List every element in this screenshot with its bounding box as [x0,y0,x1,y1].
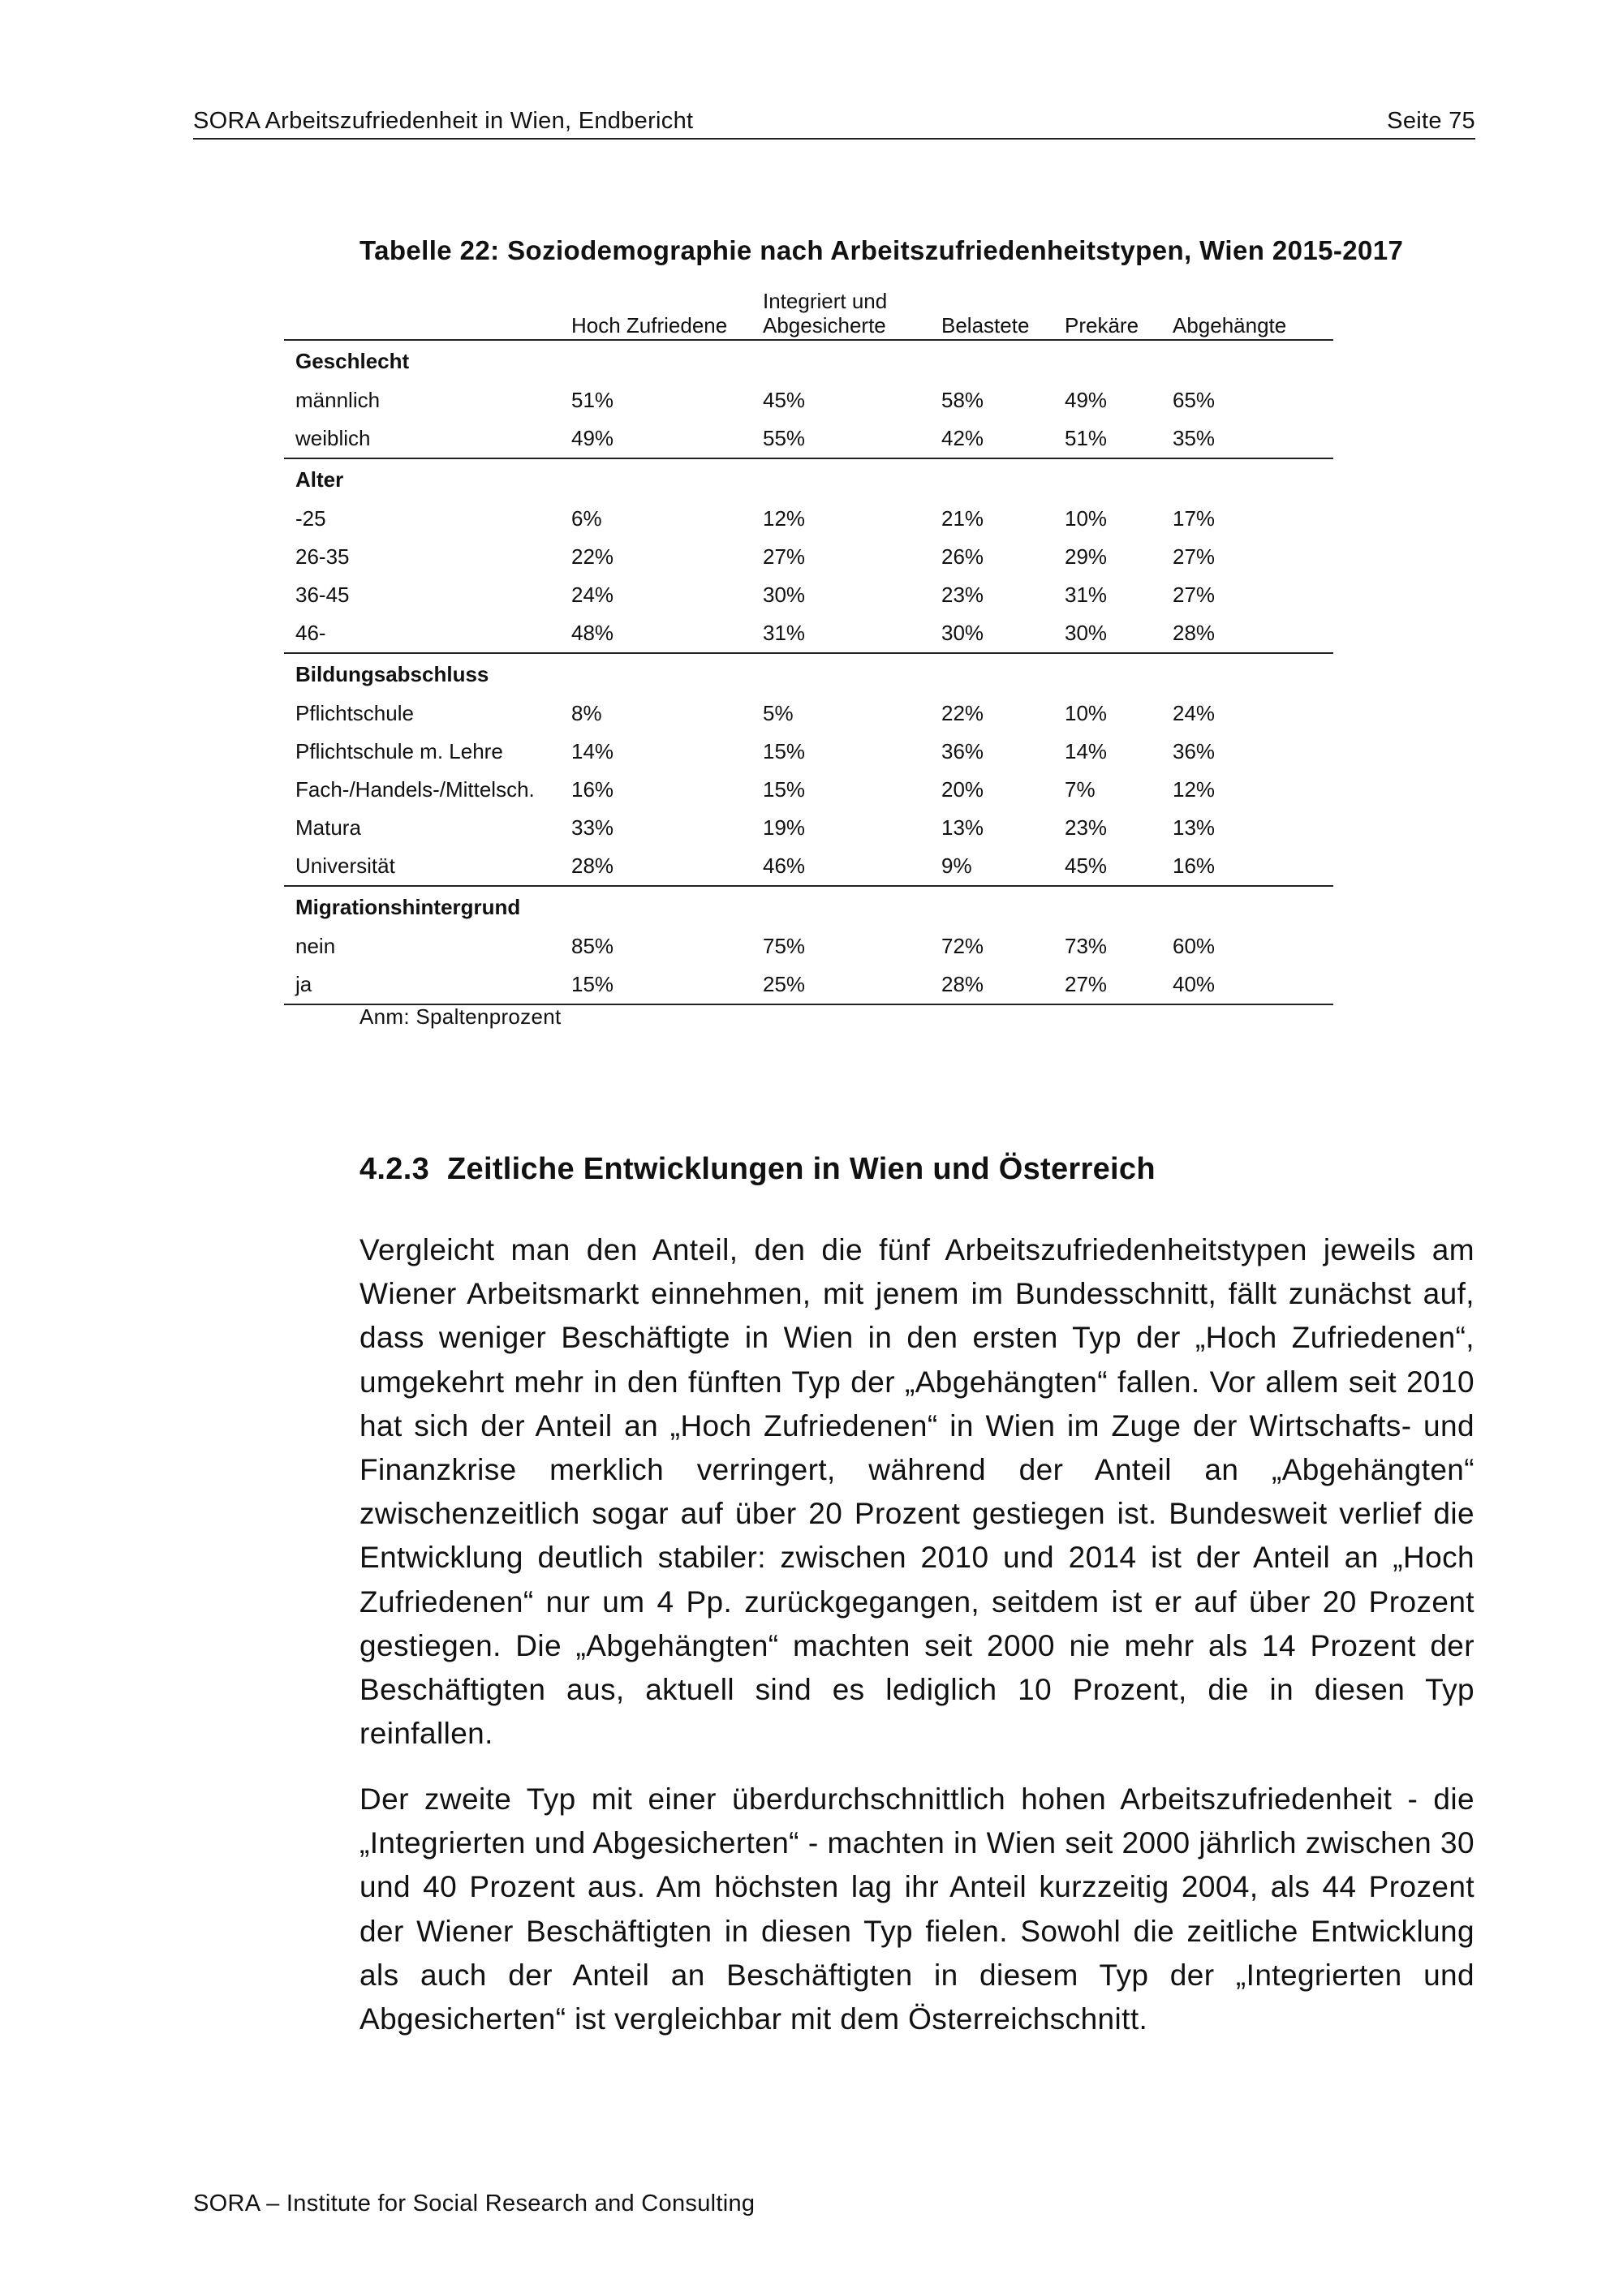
table-cell: 35% [1173,426,1216,450]
table-header-row [284,284,1333,340]
column-header-prekaere: Prekäre [1065,313,1139,338]
column-header-belastete: Belastete [941,313,1030,338]
row-label: Fach-/Handels-/Mittelsch. [295,777,535,802]
row-label: Pflichtschule [295,701,414,725]
empty-cell [1161,653,1333,694]
table-cell: 24% [571,583,614,607]
table-group-header [284,340,1333,381]
table-row [284,614,1333,653]
table-cell: 60% [1173,934,1216,958]
section-heading [359,1152,1156,1187]
table-cell: 36% [941,739,984,763]
table-cell: 7% [1065,777,1096,802]
table-cell: 73% [1065,934,1108,958]
row-label: Universität [295,853,395,878]
row-label: nein [295,934,336,958]
group-label: Migrationshintergrund [295,894,521,919]
empty-cell [560,340,751,381]
table-cell: 85% [571,934,614,958]
empty-cell [751,458,930,500]
table-cell: 14% [571,739,614,763]
table-cell: 26% [941,544,984,569]
row-label: ja [295,972,312,996]
table-group-header [284,458,1333,500]
table-cell: 13% [1173,815,1216,840]
empty-cell [930,340,1053,381]
table-cell: 16% [571,777,614,802]
table-cell: 51% [1065,426,1108,450]
column-header-hoch-zufriedene: Hoch Zufriedene [571,313,728,338]
table-cell: 29% [1065,544,1108,569]
table-cell: 19% [763,815,806,840]
table-row [284,771,1333,809]
table-row [284,538,1333,576]
row-label: weiblich [295,426,371,450]
group-label: Geschlecht [295,348,410,373]
row-label: 46- [295,621,326,645]
table-cell: 51% [571,388,614,412]
header-report-title: SORA Arbeitszufriedenheit in Wien, Endbericht [193,108,694,134]
empty-cell [751,340,930,381]
table-cell: 10% [1065,701,1108,725]
empty-cell [560,653,751,694]
table-cell: 15% [571,972,614,996]
table-cell: 27% [763,544,806,569]
table-row [284,694,1333,733]
section-title: Zeitliche Entwicklungen in Wien und Österreich [447,1152,1156,1186]
table-row [284,809,1333,847]
table-row [284,381,1333,419]
table-row [284,576,1333,614]
empty-cell [751,886,930,927]
table-cell: 40% [1173,972,1216,996]
body-paragraph: Vergleicht man den Anteil, den die fünf Arbeitszufriedenheitstypen jeweils am Wiener Arbeitsmarkt einnehmen, mit jenem im Bundesschnitt, fällt zunächst auf, dass weniger Beschäftigte in Wien in den ersten Typ der „Hoch Zufriedenen“, umgekehrt mehr in den fünften Typ der „Abgehängten“ fallen. Vor allem seit 2010 hat sich der Anteil an „Hoch Zufriedenen“ in Wien im Zuge der Wirtschafts- und Finanzkrise merklich verringert, während der Anteil an „Abgehängten“ zwischenzeitlich sogar auf über 20 Prozent gestiegen ist. Bundesweit verlief die Entwicklung deutlich stabiler: zwischen 2010 und 2014 ist der Anteil an „Hoch Zufriedenen“ nur um 4 Pp. zurückgegangen, seitdem ist er auf über 20 Prozent gestiegen. Die „Abgehängten“ machten seit 2000 nie mehr als 14 Prozent der Beschäftigten aus, aktuell sind es lediglich 10 Prozent, die in diesen Typ reinfallen. [359,1233,1474,1751]
header-page-number: Seite 75 [1387,108,1475,134]
table-cell: 31% [1065,583,1108,607]
table-cell: 49% [1065,388,1108,412]
table-cell: 45% [763,388,806,412]
table-cell: 46% [763,853,806,878]
table-cell: 31% [763,621,806,645]
table-cell: 15% [763,739,806,763]
table-cell: 15% [763,777,806,802]
sociodemographic-table [284,284,1333,1005]
table-cell: 9% [941,853,972,878]
table-cell: 28% [1173,621,1216,645]
table-cell: 30% [1065,621,1108,645]
column-header-integriert-abgesicherte [751,284,930,340]
empty-cell [1161,886,1333,927]
group-label: Bildungsabschluss [295,661,489,686]
column-header-line: Integriert und [763,289,888,313]
body-paragraph: Der zweite Typ mit einer überdurchschnittlich hohen Arbeitszufriedenheit - die „Integrierten und Abgesicherten“ - machten in Wien seit 2000 jährlich zwischen 30 und 40 Prozent aus. Am höchsten lag ihr Anteil kurzzeitig 2004, als 44 Prozent der Wiener Beschäftigten in diesen Typ fielen. Sowohl die zeitliche Entwicklung als auch der Anteil an Beschäftigten in diesem Typ der „Integrierten und Abgesicherten“ ist vergleichbar mit dem Österreichschnitt. [359,1782,1474,2036]
table-cell: 36% [1173,739,1216,763]
table-cell: 16% [1173,853,1216,878]
table-cell: 10% [1065,506,1108,531]
table-body [284,340,1333,1004]
table-cell: 27% [1173,544,1216,569]
table-cell: 58% [941,388,984,412]
row-label: 36-45 [295,583,350,607]
empty-cell [1053,653,1161,694]
table-cell: 21% [941,506,984,531]
table-cell: 28% [941,972,984,996]
table-cell: 48% [571,621,614,645]
table-cell: 33% [571,815,614,840]
table-cell: 30% [763,583,806,607]
table-row [284,927,1333,965]
table-cell: 65% [1173,388,1216,412]
empty-cell [1053,340,1161,381]
column-header-line: Abgesicherte [763,313,886,338]
table-title: Tabelle 22: Soziodemographie nach Arbeitszufriedenheitstypen, Wien 2015-2017 [359,235,1404,265]
table-cell: 14% [1065,739,1108,763]
table-cell: 23% [1065,815,1108,840]
empty-cell [930,653,1053,694]
empty-cell [560,886,751,927]
column-header-empty [284,284,560,340]
table-cell: 6% [571,506,602,531]
table-cell: 27% [1065,972,1108,996]
table-cell: 5% [763,701,794,725]
table-row [284,419,1333,458]
table-cell: 24% [1173,701,1216,725]
table-cell: 23% [941,583,984,607]
section-number: 4.2.3 [359,1152,430,1186]
empty-cell [1053,458,1161,500]
table-row [284,965,1333,1004]
table-cell: 27% [1173,583,1216,607]
group-label: Alter [295,467,344,492]
table-cell: 22% [941,701,984,725]
table-cell: 12% [763,506,806,531]
table-cell: 42% [941,426,984,450]
empty-cell [1161,340,1333,381]
empty-cell [930,458,1053,500]
table-cell: 22% [571,544,614,569]
table-cell: 12% [1173,777,1216,802]
table-row [284,500,1333,538]
column-header-abgehaengte: Abgehängte [1173,313,1287,338]
empty-cell [1053,886,1161,927]
empty-cell [751,653,930,694]
table-cell: 55% [763,426,806,450]
row-label: -25 [295,506,326,531]
table-cell: 49% [571,426,614,450]
row-label: 26-35 [295,544,350,569]
row-label: männlich [295,388,381,412]
table-cell: 28% [571,853,614,878]
table-cell: 17% [1173,506,1216,531]
table-cell: 25% [763,972,806,996]
table-cell: 20% [941,777,984,802]
empty-cell [1161,458,1333,500]
table-cell: 8% [571,701,602,725]
row-label: Pflichtschule m. Lehre [295,739,503,763]
page-footer: SORA – Institute for Social Research and Consulting [193,2191,756,2216]
table-cell: 13% [941,815,984,840]
table-row [284,733,1333,771]
table-cell: 30% [941,621,984,645]
table-cell: 72% [941,934,984,958]
table-cell: 75% [763,934,806,958]
empty-cell [930,886,1053,927]
empty-cell [560,458,751,500]
table-note: Anm: Spaltenprozent [359,1004,562,1029]
table-row [284,847,1333,886]
table-group-header [284,653,1333,694]
table-group-header [284,886,1333,927]
page-header [193,101,1475,140]
row-label: Matura [295,815,361,840]
table-cell: 45% [1065,853,1108,878]
